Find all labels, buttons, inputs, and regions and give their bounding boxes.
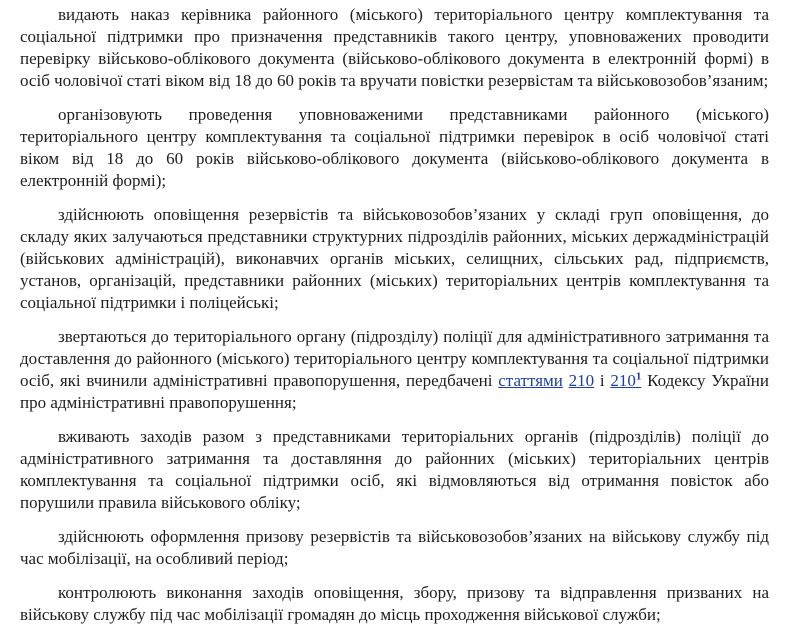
paragraph-text-before-link: звертаються до територіального органу (підрозділу) поліції для адміністративного затримання та доставлення до районного (міського) територіального центру комплектування та соціальної підтримки осіб, які вчинили адміністративні правопорушення, передбачені (20, 327, 769, 390)
paragraph-issue-order: видають наказ керівника районного (міського) територіального центру комплектування та соціальної підтримки про призначення представників такого центру, уповноважених проводити перевірку військово-облікового документа (військово-облікового документа в електронній формі) в осіб чоловічої статі віком від 18 до 60 років та вручати повістки резервістам та військовозобов’язаним; (20, 5, 769, 90)
paragraph-control-measures: контролюють виконання заходів оповіщення, збору, призову та відправлення призваних на військову службу під час мобілізації громадян до місць проходження військової служби; (20, 583, 769, 624)
paragraph-text-between-links: і (594, 371, 611, 390)
law-link-article-210-1-superscript: 1 (635, 370, 642, 383)
paragraph-police-request (20, 326, 769, 414)
paragraph-notification: здійснюють оповіщення резервістів та військовозобов’язаних у складі груп оповіщення, до складу яких залучаються представники структурних підрозділів районних, міських держадміністрацій (військових адміністрацій), виконавчих органів міських, селищних, сільських рад, підприємств, установ, організацій, представники районних (міських) територіальних центрів комплектування та соціальної підтримки і поліцейські; (20, 205, 769, 312)
paragraph-conscription-processing: здійснюють оформлення призову резервістів та військовозобов’язаних на військову службу під час мобілізації, на особливий період; (20, 527, 769, 568)
paragraph-text-after-link: Кодексу України про адміністративні правопорушення; (20, 371, 770, 412)
law-link-article-210[interactable]: 210 (568, 371, 595, 390)
document-body (20, 4, 769, 638)
law-link-article-210-1-number: 210 (610, 371, 636, 390)
paragraph-detention-measures: вживають заходів разом з представниками територіальних органів (підрозділів) поліції до адміністративного затримання та доставляння до районних (міських) територіальних центрів комплектування та соціальної підтримки осіб, які відмовляються від отримання повісток або порушили правила військового обліку; (20, 427, 769, 512)
law-link-article-210-1[interactable] (610, 371, 641, 390)
law-link-articles[interactable]: статтями (498, 371, 563, 390)
paragraph-organize-checks: організовують проведення уповноваженими представниками районного (міського) територіального центру комплектування та соціальної підтримки перевірок в осіб чоловічої статі віком від 18 до 60 років військово-облікового документа (військово-облікового документа в електронній формі); (20, 105, 769, 190)
